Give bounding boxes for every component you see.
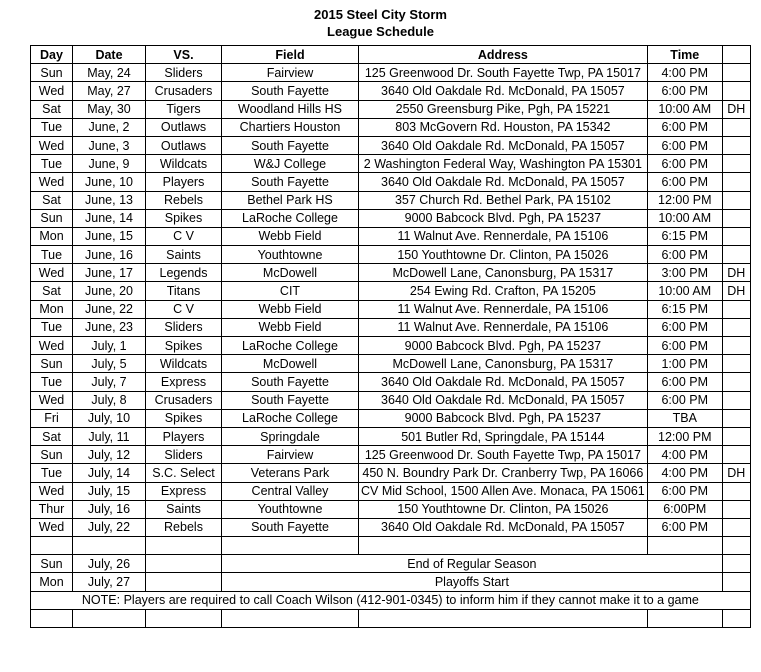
address-cell: 11 Walnut Ave. Rennerdale, PA 15106 (359, 300, 648, 318)
header-date: Date (73, 46, 146, 64)
opponent-cell: Express (146, 373, 222, 391)
address-cell: 3640 Old Oakdale Rd. McDonald, PA 15057 (359, 82, 648, 100)
opponent-cell: Saints (146, 500, 222, 518)
time-cell: 4:00 PM (647, 64, 722, 82)
doubleheader-cell: DH (722, 264, 750, 282)
day-cell: Sat (31, 282, 73, 300)
date-cell: July, 11 (73, 427, 146, 445)
address-cell: 125 Greenwood Dr. South Fayette Twp, PA 15017 (359, 64, 648, 82)
field-cell: South Fayette (222, 518, 359, 536)
time-cell: 6:00 PM (647, 482, 722, 500)
day-cell: Mon (31, 300, 73, 318)
field-cell: South Fayette (222, 173, 359, 191)
day-cell: Tue (31, 318, 73, 336)
field-cell: South Fayette (222, 82, 359, 100)
opponent-cell: Wildcats (146, 355, 222, 373)
opponent-cell: Outlaws (146, 118, 222, 136)
empty-cell (647, 609, 722, 627)
header-address: Address (359, 46, 648, 64)
date-cell: July, 12 (73, 446, 146, 464)
day-cell: Fri (31, 409, 73, 427)
doubleheader-cell (722, 173, 750, 191)
opponent-cell: Titans (146, 282, 222, 300)
day-cell: Sat (31, 427, 73, 445)
opponent-cell: Rebels (146, 191, 222, 209)
doubleheader-cell (722, 318, 750, 336)
field-cell: South Fayette (222, 373, 359, 391)
table-row (31, 155, 751, 173)
doubleheader-cell (722, 482, 750, 500)
table-row (31, 173, 751, 191)
day-cell: Mon (31, 227, 73, 245)
table-row (31, 500, 751, 518)
schedule-subtitle: League Schedule (327, 24, 434, 39)
field-cell: Fairview (222, 446, 359, 464)
table-row (31, 246, 751, 264)
header-extra (722, 46, 750, 64)
date-cell: June, 15 (73, 227, 146, 245)
day-cell: Sun (31, 64, 73, 82)
date-cell: July, 1 (73, 337, 146, 355)
opponent-cell: Tigers (146, 100, 222, 118)
date-cell: July, 14 (73, 464, 146, 482)
time-cell: 6:00 PM (647, 246, 722, 264)
date-cell: July, 22 (73, 518, 146, 536)
address-cell: 9000 Babcock Blvd. Pgh, PA 15237 (359, 409, 648, 427)
empty-cell (146, 537, 222, 555)
opponent-cell: Sliders (146, 446, 222, 464)
time-cell: 6:00 PM (647, 373, 722, 391)
table-row (31, 209, 751, 227)
doubleheader-cell: DH (722, 464, 750, 482)
doubleheader-cell: DH (722, 100, 750, 118)
table-row (31, 136, 751, 154)
doubleheader-cell (722, 409, 750, 427)
schedule-table (30, 45, 751, 628)
address-cell: CV Mid School, 1500 Allen Ave. Monaca, PA 15061 (359, 482, 648, 500)
date-cell: June, 14 (73, 209, 146, 227)
table-row (31, 100, 751, 118)
field-cell: Webb Field (222, 227, 359, 245)
date-cell: June, 23 (73, 318, 146, 336)
doubleheader-cell (722, 391, 750, 409)
date-cell: May, 24 (73, 64, 146, 82)
address-cell: 501 Butler Rd, Springdale, PA 15144 (359, 427, 648, 445)
table-row (31, 391, 751, 409)
opponent-cell: Saints (146, 246, 222, 264)
empty-cell (222, 609, 359, 627)
day-cell: Sat (31, 191, 73, 209)
opponent-cell: Spikes (146, 409, 222, 427)
address-cell: 2550 Greensburg Pike, Pgh, PA 15221 (359, 100, 648, 118)
day-cell: Wed (31, 173, 73, 191)
date-cell: May, 30 (73, 100, 146, 118)
time-cell: 6:00 PM (647, 518, 722, 536)
doubleheader-cell (722, 518, 750, 536)
table-row (31, 64, 751, 82)
field-cell: Bethel Park HS (222, 191, 359, 209)
address-cell: 254 Ewing Rd. Crafton, PA 15205 (359, 282, 648, 300)
table-row (31, 482, 751, 500)
time-cell: 6:00 PM (647, 337, 722, 355)
address-cell: 357 Church Rd. Bethel Park, PA 15102 (359, 191, 648, 209)
address-cell: 3640 Old Oakdale Rd. McDonald, PA 15057 (359, 518, 648, 536)
doubleheader-cell (722, 155, 750, 173)
table-row (31, 227, 751, 245)
day-cell: Sun (31, 555, 73, 573)
event-cell: Playoffs Start (222, 573, 723, 591)
time-cell: 6:00 PM (647, 136, 722, 154)
day-cell: Tue (31, 464, 73, 482)
field-cell: McDowell (222, 355, 359, 373)
opponent-cell: C V (146, 227, 222, 245)
time-cell: 6:00 PM (647, 318, 722, 336)
date-cell: June, 16 (73, 246, 146, 264)
day-cell: Wed (31, 482, 73, 500)
date-cell: July, 16 (73, 500, 146, 518)
event-cell: End of Regular Season (222, 555, 723, 573)
table-row (31, 518, 751, 536)
field-cell: Central Valley (222, 482, 359, 500)
day-cell: Tue (31, 155, 73, 173)
field-cell: Youthtowne (222, 500, 359, 518)
note-cell: NOTE: Players are required to call Coach Wilson (412-901-0345) to inform him if they cannot make it to a game (31, 591, 751, 609)
time-cell: 12:00 PM (647, 191, 722, 209)
opponent-cell: Spikes (146, 209, 222, 227)
header-day: Day (31, 46, 73, 64)
note-row (31, 591, 751, 609)
day-cell: Wed (31, 518, 73, 536)
table-row (31, 82, 751, 100)
field-cell: Fairview (222, 64, 359, 82)
time-cell: 6:00 PM (647, 155, 722, 173)
empty-cell (722, 609, 750, 627)
table-row (31, 191, 751, 209)
address-cell: McDowell Lane, Canonsburg, PA 15317 (359, 355, 648, 373)
field-cell: Woodland Hills HS (222, 100, 359, 118)
time-cell: 6:00 PM (647, 82, 722, 100)
empty-cell (722, 555, 750, 573)
day-cell: Sun (31, 446, 73, 464)
day-cell: Sat (31, 100, 73, 118)
time-cell: 1:00 PM (647, 355, 722, 373)
field-cell: Webb Field (222, 300, 359, 318)
doubleheader-cell (722, 500, 750, 518)
address-cell: 2 Washington Federal Way, Washington PA 15301 (359, 155, 648, 173)
opponent-cell: Express (146, 482, 222, 500)
field-cell: Webb Field (222, 318, 359, 336)
date-cell: June, 20 (73, 282, 146, 300)
date-cell: June, 17 (73, 264, 146, 282)
field-cell: LaRoche College (222, 209, 359, 227)
empty-cell (222, 537, 359, 555)
field-cell: South Fayette (222, 136, 359, 154)
field-cell: Youthtowne (222, 246, 359, 264)
day-cell: Wed (31, 136, 73, 154)
time-cell: 6:00PM (647, 500, 722, 518)
field-cell: CIT (222, 282, 359, 300)
field-cell: W&J College (222, 155, 359, 173)
doubleheader-cell (722, 300, 750, 318)
table-row (31, 282, 751, 300)
date-cell: July, 15 (73, 482, 146, 500)
doubleheader-cell (722, 355, 750, 373)
field-cell: McDowell (222, 264, 359, 282)
time-cell: 4:00 PM (647, 464, 722, 482)
time-cell: 10:00 AM (647, 100, 722, 118)
field-cell: LaRoche College (222, 337, 359, 355)
table-row (31, 264, 751, 282)
day-cell: Wed (31, 391, 73, 409)
day-cell: Wed (31, 337, 73, 355)
opponent-cell: Spikes (146, 337, 222, 355)
address-cell: 9000 Babcock Blvd. Pgh, PA 15237 (359, 337, 648, 355)
table-row (31, 373, 751, 391)
event-row (31, 573, 751, 591)
empty-cell (31, 537, 73, 555)
doubleheader-cell (722, 337, 750, 355)
time-cell: 6:00 PM (647, 391, 722, 409)
time-cell: 3:00 PM (647, 264, 722, 282)
date-cell: July, 27 (73, 573, 146, 591)
opponent-cell: Wildcats (146, 155, 222, 173)
address-cell: 3640 Old Oakdale Rd. McDonald, PA 15057 (359, 373, 648, 391)
table-row (31, 446, 751, 464)
doubleheader-cell (722, 446, 750, 464)
date-cell: June, 9 (73, 155, 146, 173)
table-row (31, 318, 751, 336)
doubleheader-cell (722, 373, 750, 391)
table-row (31, 464, 751, 482)
date-cell: May, 27 (73, 82, 146, 100)
time-cell: 4:00 PM (647, 446, 722, 464)
doubleheader-cell (722, 427, 750, 445)
empty-cell (359, 537, 648, 555)
address-cell: 125 Greenwood Dr. South Fayette Twp, PA 15017 (359, 446, 648, 464)
empty-cell (146, 555, 222, 573)
date-cell: June, 2 (73, 118, 146, 136)
opponent-cell: Players (146, 173, 222, 191)
header-row (31, 46, 751, 64)
empty-cell (73, 537, 146, 555)
time-cell: 12:00 PM (647, 427, 722, 445)
event-row (31, 555, 751, 573)
table-row (31, 355, 751, 373)
address-cell: 11 Walnut Ave. Rennerdale, PA 15106 (359, 318, 648, 336)
time-cell: 10:00 AM (647, 282, 722, 300)
empty-cell (73, 609, 146, 627)
address-cell: McDowell Lane, Canonsburg, PA 15317 (359, 264, 648, 282)
address-cell: 3640 Old Oakdale Rd. McDonald, PA 15057 (359, 173, 648, 191)
empty-cell (146, 573, 222, 591)
opponent-cell: C V (146, 300, 222, 318)
doubleheader-cell (722, 118, 750, 136)
doubleheader-cell (722, 209, 750, 227)
header-time: Time (647, 46, 722, 64)
opponent-cell: Crusaders (146, 391, 222, 409)
table-row (31, 300, 751, 318)
date-cell: June, 22 (73, 300, 146, 318)
empty-cell (146, 609, 222, 627)
field-cell: Springdale (222, 427, 359, 445)
date-cell: July, 5 (73, 355, 146, 373)
day-cell: Sun (31, 209, 73, 227)
doubleheader-cell: DH (722, 282, 750, 300)
table-row (31, 427, 751, 445)
date-cell: July, 26 (73, 555, 146, 573)
time-cell: 6:00 PM (647, 118, 722, 136)
opponent-cell: Rebels (146, 518, 222, 536)
date-cell: July, 10 (73, 409, 146, 427)
field-cell: Chartiers Houston (222, 118, 359, 136)
opponent-cell: S.C. Select (146, 464, 222, 482)
time-cell: 6:15 PM (647, 227, 722, 245)
day-cell: Sun (31, 355, 73, 373)
day-cell: Mon (31, 573, 73, 591)
empty-cell (31, 609, 73, 627)
address-cell: 9000 Babcock Blvd. Pgh, PA 15237 (359, 209, 648, 227)
day-cell: Tue (31, 118, 73, 136)
table-row (31, 409, 751, 427)
blank-row (31, 537, 751, 555)
opponent-cell: Players (146, 427, 222, 445)
opponent-cell: Legends (146, 264, 222, 282)
blank-row (31, 609, 751, 627)
address-cell: 11 Walnut Ave. Rennerdale, PA 15106 (359, 227, 648, 245)
empty-cell (647, 537, 722, 555)
address-cell: 150 Youthtowne Dr. Clinton, PA 15026 (359, 500, 648, 518)
date-cell: July, 7 (73, 373, 146, 391)
opponent-cell: Crusaders (146, 82, 222, 100)
day-cell: Wed (31, 82, 73, 100)
doubleheader-cell (722, 227, 750, 245)
time-cell: 10:00 AM (647, 209, 722, 227)
doubleheader-cell (722, 64, 750, 82)
address-cell: 3640 Old Oakdale Rd. McDonald, PA 15057 (359, 391, 648, 409)
table-row (31, 118, 751, 136)
header-vs: VS. (146, 46, 222, 64)
opponent-cell: Sliders (146, 64, 222, 82)
time-cell: 6:00 PM (647, 173, 722, 191)
date-cell: June, 3 (73, 136, 146, 154)
day-cell: Thur (31, 500, 73, 518)
field-cell: South Fayette (222, 391, 359, 409)
doubleheader-cell (722, 136, 750, 154)
opponent-cell: Sliders (146, 318, 222, 336)
date-cell: June, 10 (73, 173, 146, 191)
date-cell: July, 8 (73, 391, 146, 409)
doubleheader-cell (722, 191, 750, 209)
day-cell: Wed (31, 264, 73, 282)
opponent-cell: Outlaws (146, 136, 222, 154)
field-cell: LaRoche College (222, 409, 359, 427)
day-cell: Tue (31, 373, 73, 391)
field-cell: Veterans Park (222, 464, 359, 482)
time-cell: 6:15 PM (647, 300, 722, 318)
address-cell: 3640 Old Oakdale Rd. McDonald, PA 15057 (359, 136, 648, 154)
doubleheader-cell (722, 246, 750, 264)
empty-cell (722, 537, 750, 555)
address-cell: 803 McGovern Rd. Houston, PA 15342 (359, 118, 648, 136)
time-cell: TBA (647, 409, 722, 427)
date-cell: June, 13 (73, 191, 146, 209)
address-cell: 450 N. Boundry Park Dr. Cranberry Twp, PA 16066 (359, 464, 648, 482)
empty-cell (722, 573, 750, 591)
header-field: Field (222, 46, 359, 64)
day-cell: Tue (31, 246, 73, 264)
schedule-title: 2015 Steel City Storm (314, 7, 447, 22)
address-cell: 150 Youthtowne Dr. Clinton, PA 15026 (359, 246, 648, 264)
table-row (31, 337, 751, 355)
doubleheader-cell (722, 82, 750, 100)
empty-cell (359, 609, 648, 627)
